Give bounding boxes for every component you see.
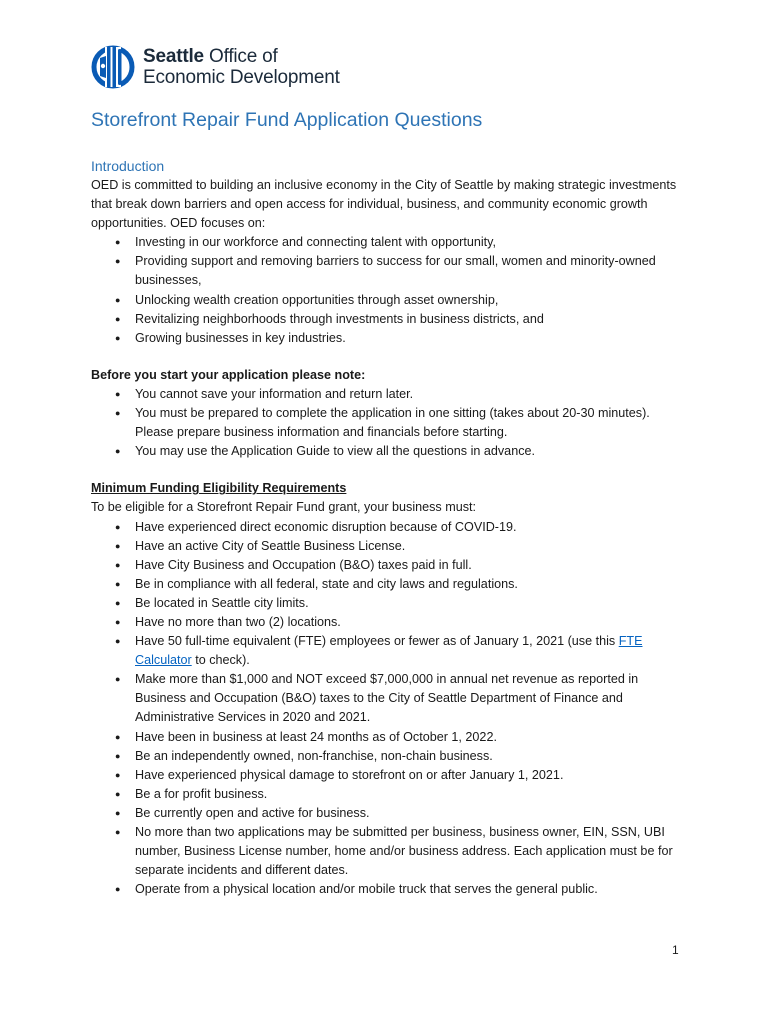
bullet-icon: ● [115,731,121,742]
logo-wordmark [143,46,340,88]
list-item: ● Have experienced physical damage to storefront on or after January 1, 2021. [91,766,691,785]
logo-line1-rest: Office of [209,46,278,67]
eligibility-bullet-list [91,518,691,900]
bullet-icon: ● [115,237,121,248]
bullet-icon: ● [115,446,121,457]
list-item: ● You may use the Application Guide to view all the questions in advance. [91,442,691,461]
note-heading: Before you start your application please note: [91,367,366,382]
list-item-fte: ● Have 50 full-time equivalent (FTE) employees or fewer as of January 1, 2021 (use this FTE Calculator to check). [115,634,643,668]
bullet-icon: ● [115,597,121,608]
list-item: ● Be a for profit business. [91,785,691,804]
bullet-icon: ● [115,313,121,324]
bullet-icon: ● [115,616,121,627]
bullet-icon: ● [115,521,121,532]
list-item: ● Have experienced direct economic disruption because of COVID-19. [91,518,691,537]
logo-line2: Economic Development [143,67,340,88]
intro-paragraph: OED is committed to building an inclusive economy in the City of Seattle by making strategic investments that break down barriers and open access for individual, business, and community economic growth opportunities. OED focuses on: [91,178,677,231]
eligibility-lead: To be eligible for a Storefront Repair Fund grant, your business must: [91,500,477,515]
list-item: ● Have been in business at least 24 months as of October 1, 2022. [91,728,691,747]
bullet-icon: ● [115,674,121,685]
bullet-icon: ● [115,388,121,399]
page-number: 1 [672,943,679,957]
bullet-icon: ● [115,827,121,837]
oed-logo [91,44,340,90]
document-body [91,157,691,899]
list-item: ● Have an active City of Seattle Business License. [91,537,691,556]
list-item: ● Be currently open and active for business. [91,804,691,823]
bullet-icon: ● [115,884,121,895]
list-item: ● Growing businesses in key industries. [91,329,691,348]
eligibility-heading: Minimum Funding Eligibility Requirements [91,481,347,496]
logo-bold-text: Seattle [143,46,204,67]
bullet-icon: ● [115,294,121,305]
list-item: ● Have no more than two (2) locations. [91,613,691,632]
list-item: ● Unlocking wealth creation opportunities through asset ownership, [91,291,691,310]
list-item: ● Be an independently owned, non-franchise, non-chain business. [91,747,691,766]
list-item: ● Be located in Seattle city limits. [91,594,691,613]
seattle-logo-icon [91,44,135,90]
note-bullet-list [91,385,691,461]
bullet-icon: ● [115,769,121,780]
bullet-icon: ● [115,256,121,267]
list-item: ● Providing support and removing barriers to success for our small, women and minority-owned businesses, [115,254,656,288]
bullet-icon: ● [115,788,121,799]
bullet-icon: ● [115,807,121,818]
bullet-icon: ● [115,408,121,419]
list-item: ● You must be prepared to complete the application in one sitting (takes about 20-30 minutes). Please prepare business information and financials before starting. [115,406,650,440]
list-item: ● Operate from a physical location and/or mobile truck that serves the general public. [91,880,691,899]
list-item: ● Investing in our workforce and connecting talent with opportunity, [91,233,691,252]
list-item: ● You cannot save your information and return later. [91,385,691,404]
bullet-icon: ● [115,559,121,570]
fte-calculator-link[interactable]: FTE Calculator [135,634,643,668]
bullet-icon: ● [115,750,121,761]
intro-heading: Introduction [91,158,165,174]
bullet-icon: ● [115,540,121,551]
list-item: ● Revitalizing neighborhoods through investments in business districts, and [91,310,691,329]
list-item: ● No more than two applications may be submitted per business, business owner, EIN, SSN, UBI number, Business License number, home and/or business address. Each application must be for separate incidents and different dates. [115,825,673,878]
page-title: Storefront Repair Fund Application Questions [91,109,483,131]
bullet-icon: ● [115,332,121,343]
bullet-icon: ● [115,578,121,589]
list-item: ● Have City Business and Occupation (B&O) taxes paid in full. [91,556,691,575]
intro-bullet-list [91,233,691,348]
bullet-icon: ● [115,636,121,647]
list-item: ● Make more than $1,000 and NOT exceed $7,000,000 in annual net revenue as reported in Business and Occupation (B&O) taxes to the City of Seattle Department of Finance and Administrative Services in 2020 and 2021. [115,672,639,725]
list-item: ● Be in compliance with all federal, state and city laws and regulations. [91,575,691,594]
